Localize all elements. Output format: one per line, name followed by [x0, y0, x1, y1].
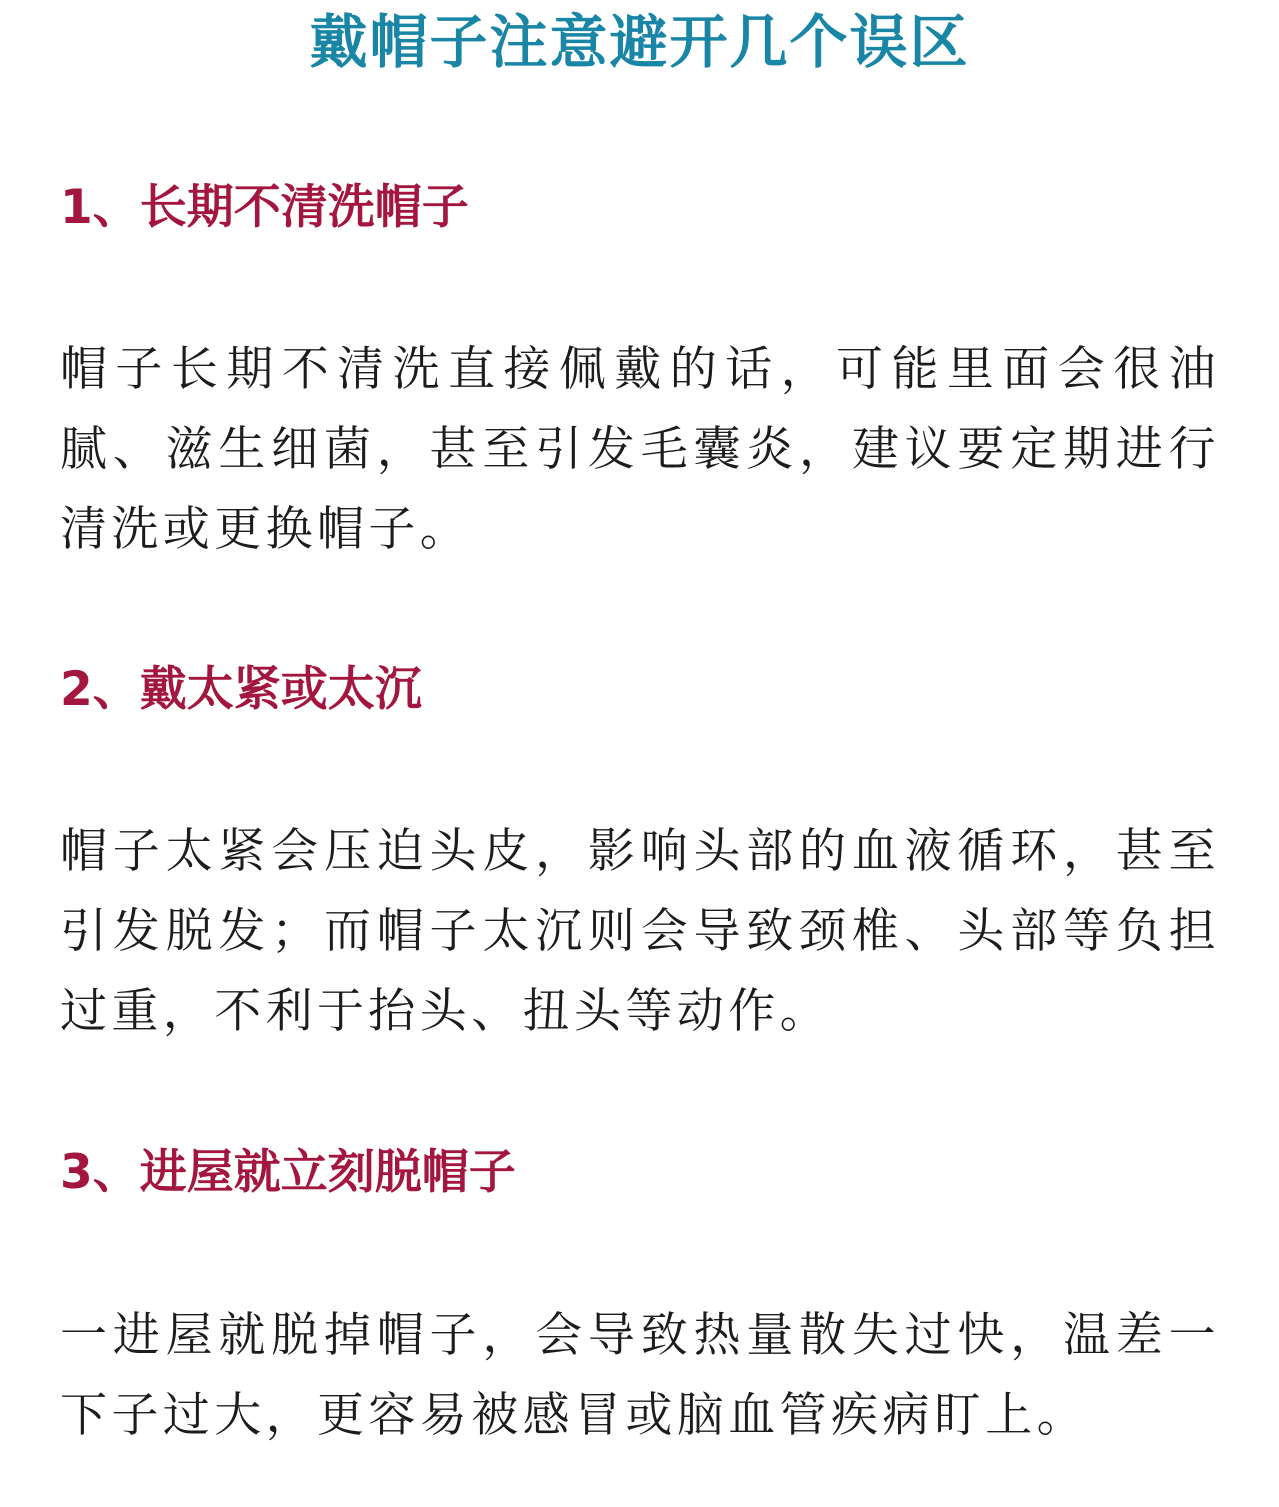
section-body-3: 一进屋就脱掉帽子，会导致热量散失过快，温差一下子过大，更容易被感冒或脑血管疾病盯上。: [60, 1308, 1220, 1443]
section-body-1: 帽子长期不清洗直接佩戴的话，可能里面会很油腻、滋生细菌，甚至引发毛囊炎，建议要定期进行清洗或更换帽子。: [60, 342, 1220, 557]
section-heading-1: 1、长期不清洗帽子: [60, 180, 469, 235]
section-body-2: 帽子太紧会压迫头皮，影响头部的血液循环，甚至引发脱发；而帽子太沉则会导致颈椎、头部等负担过重，不利于抬头、扭头等动作。: [60, 824, 1220, 1039]
section-heading-2: 2、戴太紧或太沉: [60, 662, 422, 717]
section-heading-3: 3、进屋就立刻脱帽子: [60, 1145, 516, 1200]
article-title: 戴帽子注意避开几个误区: [309, 8, 970, 76]
